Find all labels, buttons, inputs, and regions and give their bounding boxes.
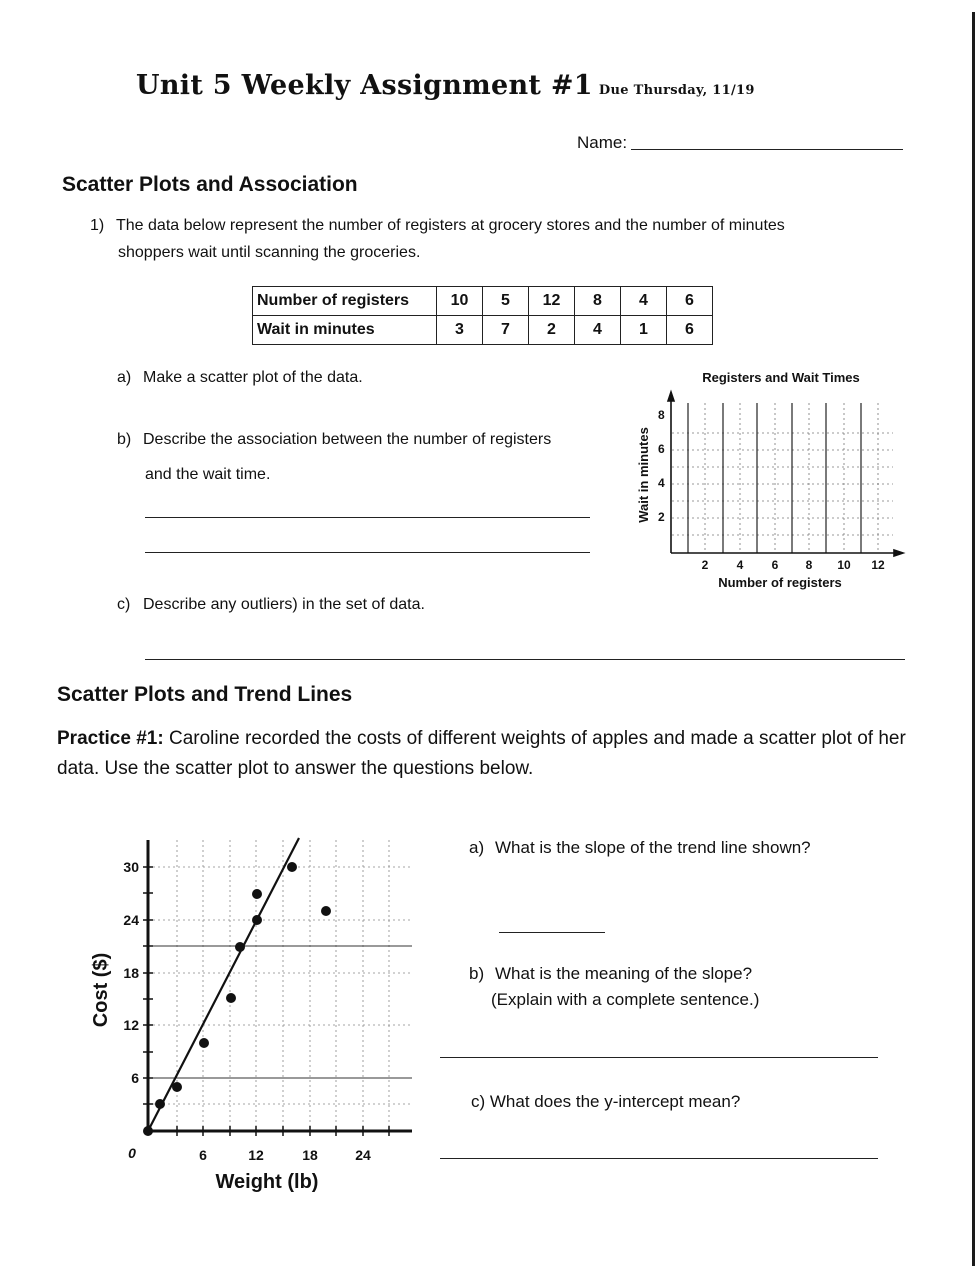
- svg-text:6: 6: [658, 442, 665, 456]
- svg-text:4: 4: [658, 476, 665, 490]
- table-cell: 4: [621, 287, 667, 316]
- svg-text:6: 6: [131, 1070, 139, 1086]
- part-text: What is the meaning of the slope?: [495, 964, 753, 983]
- row-label: Wait in minutes: [253, 316, 437, 345]
- svg-text:0: 0: [128, 1145, 136, 1161]
- chart-axes: [668, 392, 903, 556]
- answer-line-c[interactable]: [145, 659, 905, 660]
- svg-text:10: 10: [837, 558, 851, 572]
- svg-text:6: 6: [771, 558, 779, 572]
- question-1: [90, 212, 880, 266]
- svg-text:8: 8: [658, 408, 665, 422]
- axis-ticks: [143, 867, 389, 1136]
- trend-line: [148, 838, 299, 1131]
- part-text: Describe any outliers) in the set of data.: [143, 596, 425, 613]
- svg-text:18: 18: [302, 1147, 318, 1163]
- part-letter: b): [469, 964, 485, 983]
- name-label: Name:: [577, 133, 628, 152]
- svg-text:4: 4: [736, 558, 744, 572]
- svg-text:18: 18: [123, 965, 139, 981]
- answer-line-b1[interactable]: [145, 517, 590, 518]
- answer-line-intercept[interactable]: [440, 1158, 878, 1159]
- practice-text: Caroline recorded the costs of different weights of apples and made a scatter plot of her data. Use the scatter plot to answer the questions below.: [57, 728, 906, 779]
- practice-1-prompt: [57, 724, 917, 784]
- svg-text:12: 12: [123, 1017, 139, 1033]
- table-cell: 10: [437, 287, 483, 316]
- practice-label: Practice #1:: [57, 728, 164, 749]
- svg-text:2: 2: [658, 510, 665, 524]
- part-text: Describe the association between the number of registers: [143, 431, 552, 448]
- part-letter: a): [469, 838, 485, 857]
- part-a-2: [469, 838, 811, 858]
- x-axis-label: Number of registers: [718, 575, 842, 590]
- svg-text:12: 12: [248, 1147, 264, 1163]
- table-row: [253, 287, 713, 316]
- name-field[interactable]: [577, 133, 903, 153]
- chart-axes: [148, 840, 412, 1131]
- due-date: Due Thursday, 11/19: [598, 83, 755, 98]
- y-tick-labels: [123, 859, 139, 1086]
- slope-answer-line[interactable]: [499, 932, 605, 933]
- x-axis-label: Weight (lb): [215, 1171, 319, 1193]
- question-text-line2: shoppers wait until scanning the groceries.: [118, 244, 421, 261]
- svg-text:12: 12: [871, 558, 885, 572]
- svg-text:24: 24: [355, 1147, 371, 1163]
- svg-text:24: 24: [123, 912, 139, 928]
- question-number: 1): [90, 217, 105, 234]
- part-letter: a): [117, 369, 132, 386]
- part-b-1-line2: and the wait time.: [145, 466, 271, 483]
- y-axis-label: Cost ($): [90, 952, 112, 1028]
- part-b-2-line2: (Explain with a complete sentence.): [491, 990, 760, 1009]
- part-a-1: [117, 369, 363, 387]
- data-points: [143, 862, 331, 1136]
- table-cell: 8: [575, 287, 621, 316]
- part-b-1: [117, 431, 551, 449]
- svg-text:8: 8: [805, 558, 813, 572]
- table-cell: 2: [529, 316, 575, 345]
- part-b-2: [469, 964, 752, 984]
- name-input-line[interactable]: [631, 135, 903, 150]
- section-heading-association: Scatter Plots and Association: [62, 173, 358, 196]
- table-cell: 12: [529, 287, 575, 316]
- y-axis-label: Wait in minutes: [636, 427, 651, 523]
- question-text-line1: The data below represent the number of registers at grocery stores and the number of minutes: [116, 217, 785, 234]
- svg-text:6: 6: [199, 1147, 207, 1163]
- part-text: Make a scatter plot of the data.: [143, 369, 363, 386]
- x-tick-labels: [128, 1145, 371, 1163]
- page-title: [136, 70, 755, 101]
- table-cell: 4: [575, 316, 621, 345]
- chart-grid: [672, 403, 893, 553]
- table-cell: 3: [437, 316, 483, 345]
- answer-line-slope-meaning[interactable]: [440, 1057, 878, 1058]
- table-cell: 1: [621, 316, 667, 345]
- part-c-2: c) What does the y-intercept mean?: [471, 1092, 741, 1111]
- part-text: What is the slope of the trend line shown?: [495, 838, 811, 857]
- answer-line-b2[interactable]: [145, 552, 590, 553]
- x-tick-labels: [702, 558, 885, 572]
- table-cell: 7: [483, 316, 529, 345]
- part-letter: b): [117, 431, 132, 448]
- registers-data-table: [252, 286, 713, 345]
- table-cell: 6: [667, 287, 713, 316]
- chart-solid-lines: [688, 403, 861, 553]
- y-tick-labels: [658, 408, 665, 524]
- row-label: Number of registers: [253, 287, 437, 316]
- apple-cost-chart: [85, 830, 425, 1200]
- page-edge-scan-line: [972, 12, 975, 1266]
- part-letter: c): [117, 596, 131, 613]
- table-cell: 5: [483, 287, 529, 316]
- part-c-1: [117, 596, 425, 614]
- svg-text:2: 2: [701, 558, 709, 572]
- section-heading-trend-lines: Scatter Plots and Trend Lines: [57, 683, 353, 706]
- svg-text:30: 30: [123, 859, 139, 875]
- table-row: [253, 316, 713, 345]
- title-text: Unit 5 Weekly Assignment #1: [136, 70, 593, 101]
- registers-wait-chart[interactable]: [628, 365, 908, 595]
- table-cell: 6: [667, 316, 713, 345]
- chart-title: Registers and Wait Times: [702, 370, 860, 385]
- chart-grid: [148, 840, 412, 1131]
- chart-solid-gridlines: [148, 946, 412, 1078]
